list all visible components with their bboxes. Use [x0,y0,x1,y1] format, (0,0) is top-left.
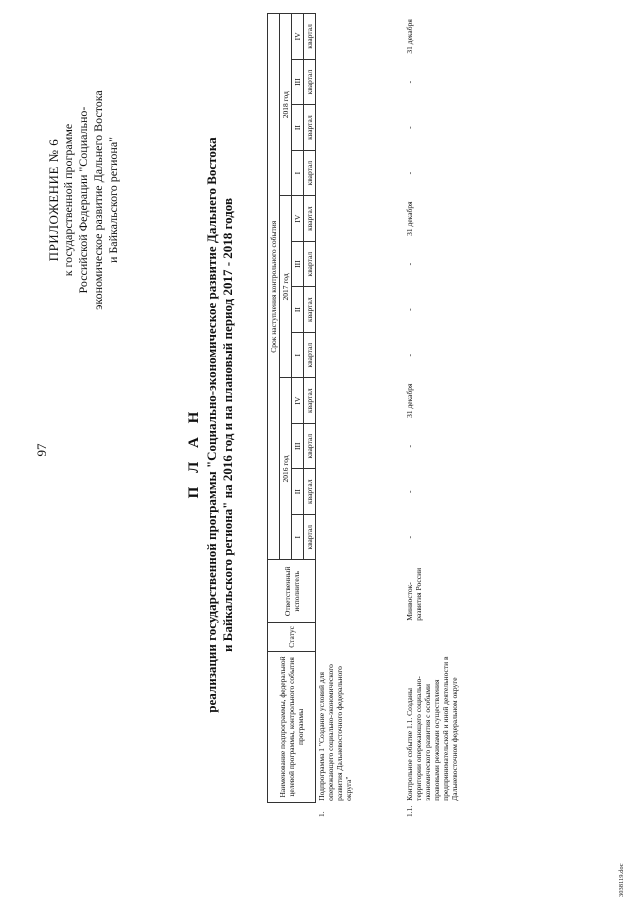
row-2016-q1: - [404,536,414,539]
appendix-title: ПРИЛОЖЕНИЕ № 6 [46,138,61,262]
quarter-number: III [292,241,304,287]
row-2018-q3: - [404,80,414,84]
quarter-word: квартал [304,59,316,105]
plan-subtitle [204,65,236,785]
row-2018-q2 [316,105,404,151]
row-name: Контрольное событие 1.1. Созданы территории опережающего социально-экономического развития с особыми правовыми режимами осуществления предпринимательской и иной деятельности в Дальневосточном федеральном округе [404,656,459,801]
quarter-word: квартал [304,378,316,424]
quarter-number: II [292,287,304,333]
row-number: 1. [316,811,326,817]
header-executor: Ответственный исполнитель [268,560,316,623]
appendix-line: экономическое развитие Дальнего Востока [91,90,105,310]
quarter-number: I [292,514,304,560]
quarter-word: квартал [304,469,316,515]
quarter-number: IV [292,196,304,242]
row-2016-q1 [316,514,404,560]
row-2018-q4 [316,14,404,60]
page-number: 97 [34,443,49,457]
row-2016-q4: 31 декабря [404,383,414,418]
quarter-number: IV [292,378,304,424]
header-deadline: Срок наступления контрольного события [268,14,280,561]
quarter-number: I [292,332,304,378]
quarter-word: квартал [304,14,316,60]
row-2017-q4 [316,196,404,242]
quarter-word: квартал [304,241,316,287]
appendix-line: Российской Федерации "Социально- [76,106,90,294]
plan-subtitle-line: и Байкальского региона" на 2016 год и на плановый период 2017 - 2018 годов [220,197,235,653]
header-status: Статус [268,623,316,651]
row-2017-q1 [316,332,404,378]
plan-title: П Л А Н [186,406,202,499]
row-2017-q3 [316,241,404,287]
appendix-line: и Байкальского региона" [106,136,120,264]
quarter-word: квартал [304,287,316,333]
quarter-word: квартал [304,105,316,151]
row-2017-q1: - [404,353,414,357]
row-2017-q3: - [404,262,414,266]
quarter-number: I [292,150,304,196]
quarter-number: IV [292,14,304,60]
row-executor: Минвосток-развития России [404,567,423,621]
row-2018-q1: - [404,171,414,175]
row-2018-q3 [316,59,404,105]
table-row [404,14,514,820]
quarter-number: III [292,423,304,469]
header-year-2016: 2016 год [280,378,292,560]
plan-table [267,13,514,819]
row-2017-q2 [316,287,404,333]
quarter-number: II [292,469,304,515]
quarter-number: III [292,59,304,105]
row-number: 1.1. [404,805,414,817]
header-year-2018: 2018 год [280,14,292,196]
quarter-word: квартал [304,150,316,196]
appendix-block [46,40,121,360]
header-row [268,14,280,820]
row-2016-q3: - [404,444,414,448]
quarter-word: квартал [304,514,316,560]
row-2018-q2: - [404,126,414,129]
row-name: Подпрограмма 1 "Создание условий для опережающего социально-экономического развития Дальневосточного федерального округа" [317,664,353,801]
document-reference: 3038119.doc [618,863,625,897]
quarter-number: II [292,105,304,151]
row-executor [316,560,404,623]
plan-subtitle-line: реализации государственной программы "Социально-экономическое развитие Дальнего Востока [204,137,219,713]
header-year-2017: 2017 год [280,196,292,378]
header-name: Наименование подпрограммы, федеральной целевой программы, контрольного события программы [268,651,316,803]
row-2016-q2 [316,469,404,515]
row-status [404,623,514,651]
quarter-word: квартал [304,332,316,378]
row-2016-q2: - [404,490,414,493]
row-2016-q3 [316,423,404,469]
row-status [316,623,404,651]
quarter-word: квартал [304,423,316,469]
row-2018-q4: 31 декабря [404,19,414,54]
table-row [316,14,404,820]
row-2017-q4: 31 декабря [404,201,414,236]
row-2018-q1 [316,150,404,196]
row-2017-q2: - [404,308,414,311]
appendix-line: к государственной программе [61,123,75,277]
quarter-word: квартал [304,196,316,242]
row-2016-q4 [316,378,404,424]
